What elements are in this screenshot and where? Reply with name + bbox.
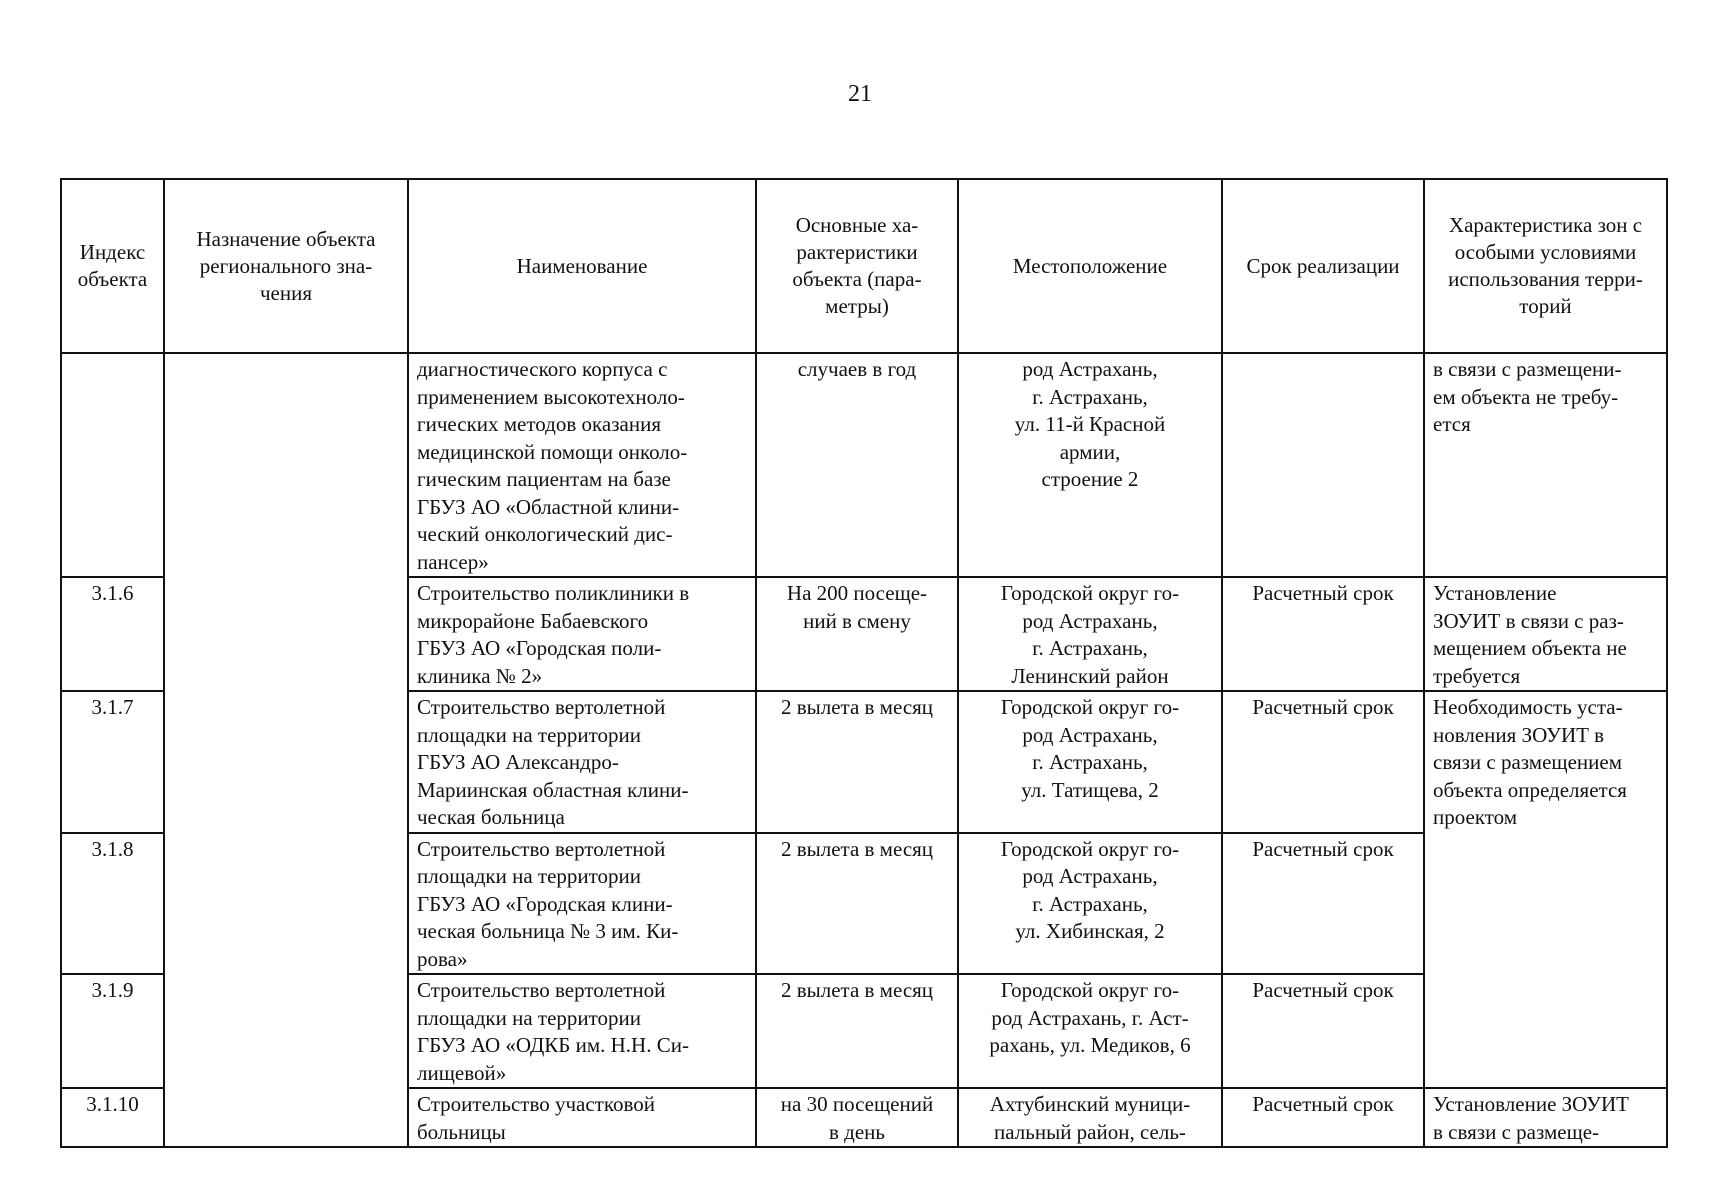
header-index: Индекс объекта <box>61 179 164 353</box>
row-index: 3.1.7 <box>61 691 164 833</box>
row-index <box>61 353 164 577</box>
row-location: Городской округ го- род Астрахань, г. Астрахань, Ленинский район <box>958 577 1222 691</box>
page-number: 21 <box>848 81 872 107</box>
row-name: Строительство вертолетной площадки на территории ГБУЗ АО «ОДКБ им. Н.Н. Си- лищевой» <box>408 974 756 1088</box>
row-name: Строительство участковой больницы <box>408 1088 756 1147</box>
objects-table <box>60 178 1668 1148</box>
row-name: Строительство вертолетной площадки на территории ГБУЗ АО Александро- Мариинская областная клини- ческая больница <box>408 691 756 833</box>
row-index: 3.1.9 <box>61 974 164 1088</box>
row-location: Городской округ го- род Астрахань, г. Астрахань, ул. Хибинская, 2 <box>958 833 1222 975</box>
row-index: 3.1.6 <box>61 577 164 691</box>
row-term: Расчетный срок <box>1222 1088 1424 1147</box>
row-params: 2 вылета в месяц <box>756 833 958 975</box>
header-term: Срок реализации <box>1222 179 1424 353</box>
row-location: род Астрахань, г. Астрахань, ул. 11-й Красной армии, строение 2 <box>958 353 1222 577</box>
row-zones: Установление ЗОУИТ в связи с размеще- <box>1424 1088 1667 1147</box>
header-zones: Характеристика зон с особыми условиями использования терри- торий <box>1424 179 1667 353</box>
table-header-row <box>61 179 1667 353</box>
row-index: 3.1.8 <box>61 833 164 975</box>
row-term: Расчетный срок <box>1222 833 1424 975</box>
row-index: 3.1.10 <box>61 1088 164 1147</box>
row-name: Строительство вертолетной площадки на территории ГБУЗ АО «Городская клини- ческая больница № 3 им. Ки- рова» <box>408 833 756 975</box>
row-location: Городской округ го- род Астрахань, г. Астрахань, ул. Татищева, 2 <box>958 691 1222 833</box>
row-zones-merged: Необходимость уста- новления ЗОУИТ в связи с размещением объекта определяется проектом <box>1424 691 1667 1088</box>
row-zones: Установление ЗОУИТ в связи с раз- мещением объекта не требуется <box>1424 577 1667 691</box>
row-params: На 200 посеще- ний в смену <box>756 577 958 691</box>
row-location: Городской округ го- род Астрахань, г. Аст- рахань, ул. Медиков, 6 <box>958 974 1222 1088</box>
row-params: 2 вылета в месяц <box>756 974 958 1088</box>
row-term: Расчетный срок <box>1222 577 1424 691</box>
header-params: Основные ха- рактеристики объекта (пара- метры) <box>756 179 958 353</box>
header-location: Местоположение <box>958 179 1222 353</box>
row-params: случаев в год <box>756 353 958 577</box>
row-name: диагностического корпуса с применением высокотехноло- гических методов оказания медицинской помощи онколо- гическим пациентам на базе ГБУЗ АО «Областной клини- ческий онкологический дис- пансер» <box>408 353 756 577</box>
row-name: Строительство поликлиники в микрорайоне Бабаевского ГБУЗ АО «Городская поли- клиника № 2» <box>408 577 756 691</box>
purpose-cell <box>164 353 408 1147</box>
header-name: Наименование <box>408 179 756 353</box>
row-term: Расчетный срок <box>1222 974 1424 1088</box>
row-location: Ахтубинский муници- пальный район, сель- <box>958 1088 1222 1147</box>
row-zones: в связи с размещени- ем объекта не требу- ется <box>1424 353 1667 577</box>
row-params: на 30 посещений в день <box>756 1088 958 1147</box>
row-term <box>1222 353 1424 577</box>
table-row <box>61 353 1667 577</box>
row-params: 2 вылета в месяц <box>756 691 958 833</box>
header-purpose: Назначение объекта регионального зна- чения <box>164 179 408 353</box>
row-term: Расчетный срок <box>1222 691 1424 833</box>
